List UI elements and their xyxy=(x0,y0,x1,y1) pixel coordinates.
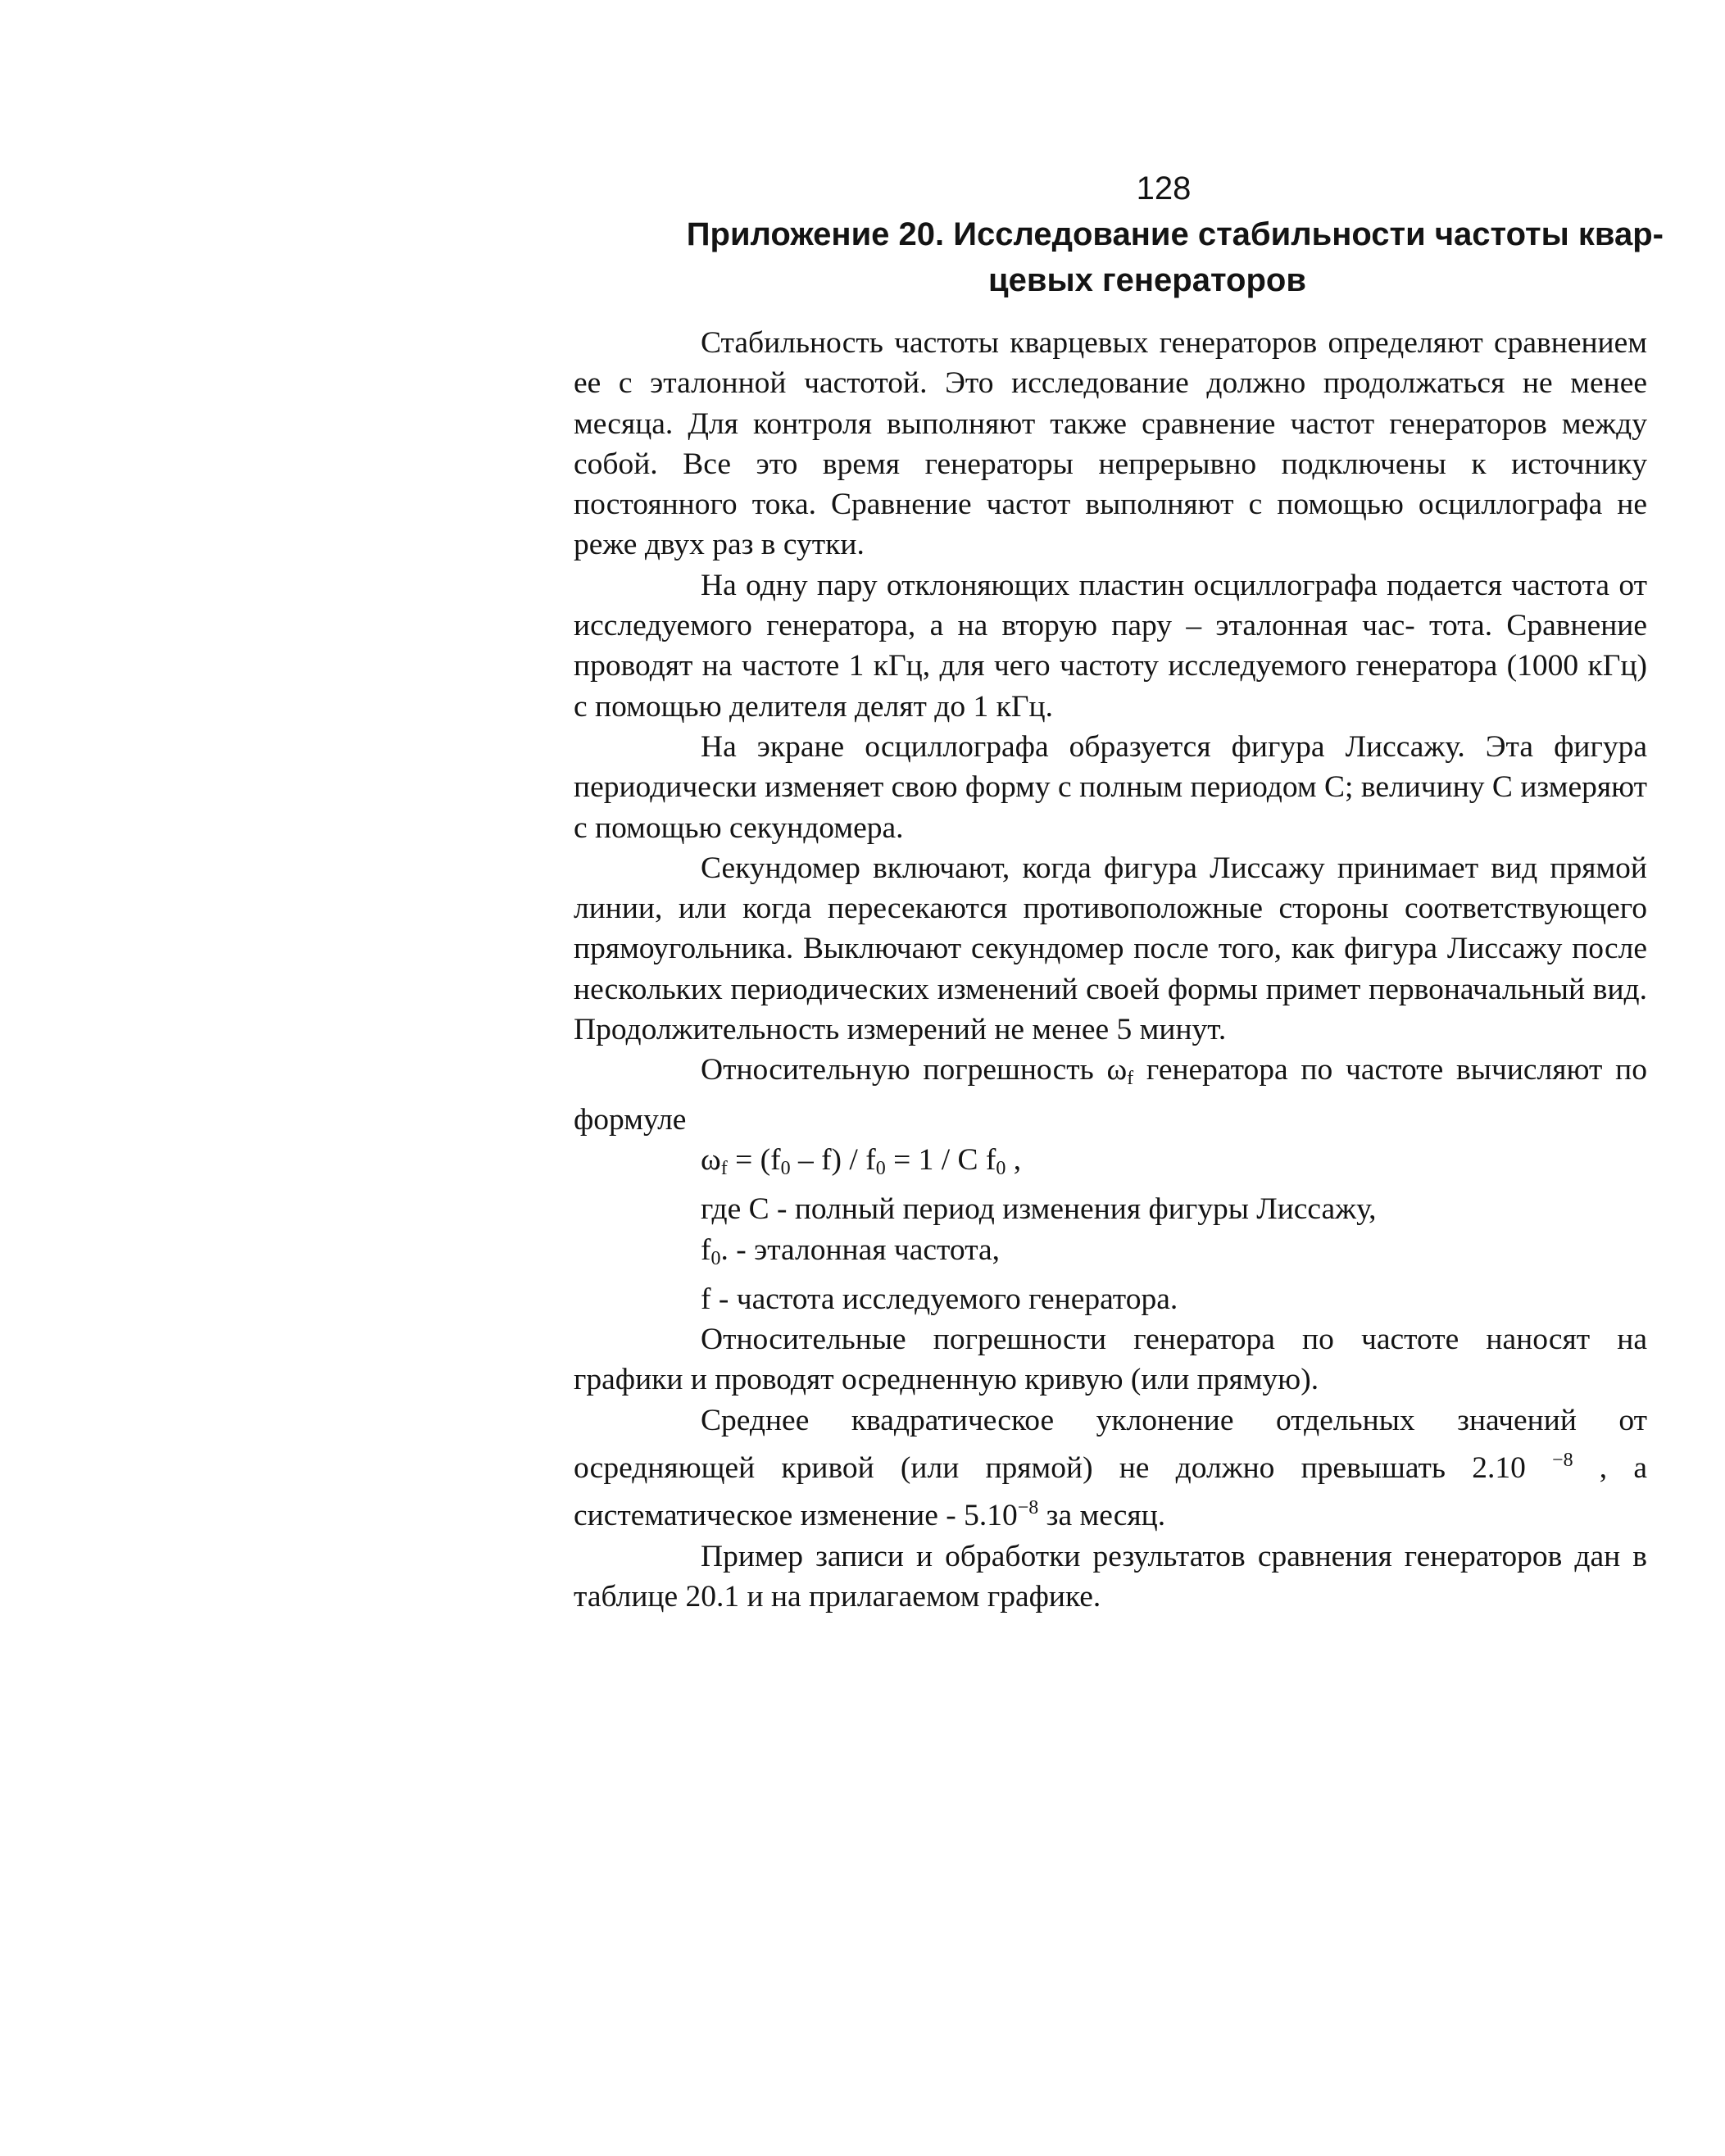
paragraph-3: На экране осциллографа образуется фигура Лиссажу. Эта фигура периодически изменяет свою форму с полным периодом C; величину C измеряют с помощью секундомера. xyxy=(574,729,1647,845)
formula-omega-sub: f xyxy=(720,1157,728,1179)
definition-f0-sub: 0 xyxy=(710,1247,721,1269)
formula-sub-3: 0 xyxy=(996,1157,1006,1179)
paragraph-5-text-b: генератора по частоте вычисляют по формуле xyxy=(574,1053,1647,1137)
paragraph-6: Относительные погрешности генератора по частоте наносят на графики и проводят осредненную кривую (или прямую). xyxy=(574,1323,1647,1397)
paragraph-7-text-b: , а систематическое изменение - 5.10 xyxy=(574,1451,1647,1533)
formula-omega: ω xyxy=(701,1142,721,1177)
definition-f0 xyxy=(574,1230,1647,1279)
exponent-2: −8 xyxy=(1017,1497,1039,1519)
paragraph-4: Секундомер включают, когда фигура Лиссажу принимает вид прямой линии, или когда пересекаются противоположные стороны соответствующего прямоугольника. Выключают секундомер после того, как фигура Лиссажу после нескольких периодических изменений своей формы примет первоначальный вид. Продолжительность измерений не менее 5 минут. xyxy=(574,851,1647,1047)
paragraph-5-text-a: Относительную погрешность xyxy=(701,1053,1107,1087)
paragraph-8: Пример записи и обработки результатов сравнения генераторов дан в таблице 20.1 и на прилагаемом графике. xyxy=(574,1539,1647,1614)
page-title xyxy=(574,211,1672,303)
exponent-1: −8 xyxy=(1552,1450,1573,1472)
omega-symbol: ω xyxy=(1106,1053,1128,1087)
formula-part-1: = (f xyxy=(727,1142,781,1177)
paragraph-7-text-a: Среднее квадратическое уклонение отдельных значений от осредняющей кривой (или прямой) не должно превышать 2.10 xyxy=(574,1403,1647,1486)
formula-sub-1: 0 xyxy=(780,1157,791,1179)
paragraph-7 xyxy=(574,1400,1647,1536)
title-line-2: цевых генераторов xyxy=(988,262,1306,298)
formula-part-3: = 1 / C f xyxy=(885,1142,996,1177)
formula-sub-2: 0 xyxy=(875,1157,886,1179)
definition-f0-text: . - эталонная частота, xyxy=(720,1232,1001,1267)
definition-f0-symbol: f xyxy=(701,1232,711,1267)
formula xyxy=(574,1140,1647,1189)
formula-part-2: – f) / f xyxy=(790,1142,876,1177)
paragraph-5 xyxy=(574,1050,1647,1140)
title-line-1: Приложение 20. Исследование стабильности частоты квар- xyxy=(686,216,1664,252)
paragraph-1: Стабильность частоты кварцевых генераторов определяют сравнением ее с эталонной частотой. Это исследование должно продолжаться не менее месяца. Для контроля выполняют также сравнение частот генераторов между собой. Все это время генераторы непрерывно подключены к источнику постоянного тока. Сравнение частот выполняют с помощью осциллографа не реже двух раз в сутки. xyxy=(574,326,1647,562)
formula-part-4: , xyxy=(1005,1142,1022,1177)
page-number: 128 xyxy=(1136,170,1192,207)
body-text xyxy=(574,323,1647,1617)
definition-f: f - частота исследуемого генератора. xyxy=(701,1282,1178,1316)
paragraph-2: На одну пару отклоняющих пластин осциллографа подается частота от исследуемого генератора, а на вторую пару – эталонная час- тота. Сравнение проводят на частоте 1 кГц, для чего частоту исследуемого генератора (1000 кГц) с помощью делителя делят до 1 кГц. xyxy=(574,568,1647,724)
omega-subscript: f xyxy=(1127,1068,1134,1090)
paragraph-7-text-c: за месяц. xyxy=(1038,1499,1166,1533)
definition-c: где C - полный период изменения фигуры Лиссажу, xyxy=(701,1192,1377,1227)
